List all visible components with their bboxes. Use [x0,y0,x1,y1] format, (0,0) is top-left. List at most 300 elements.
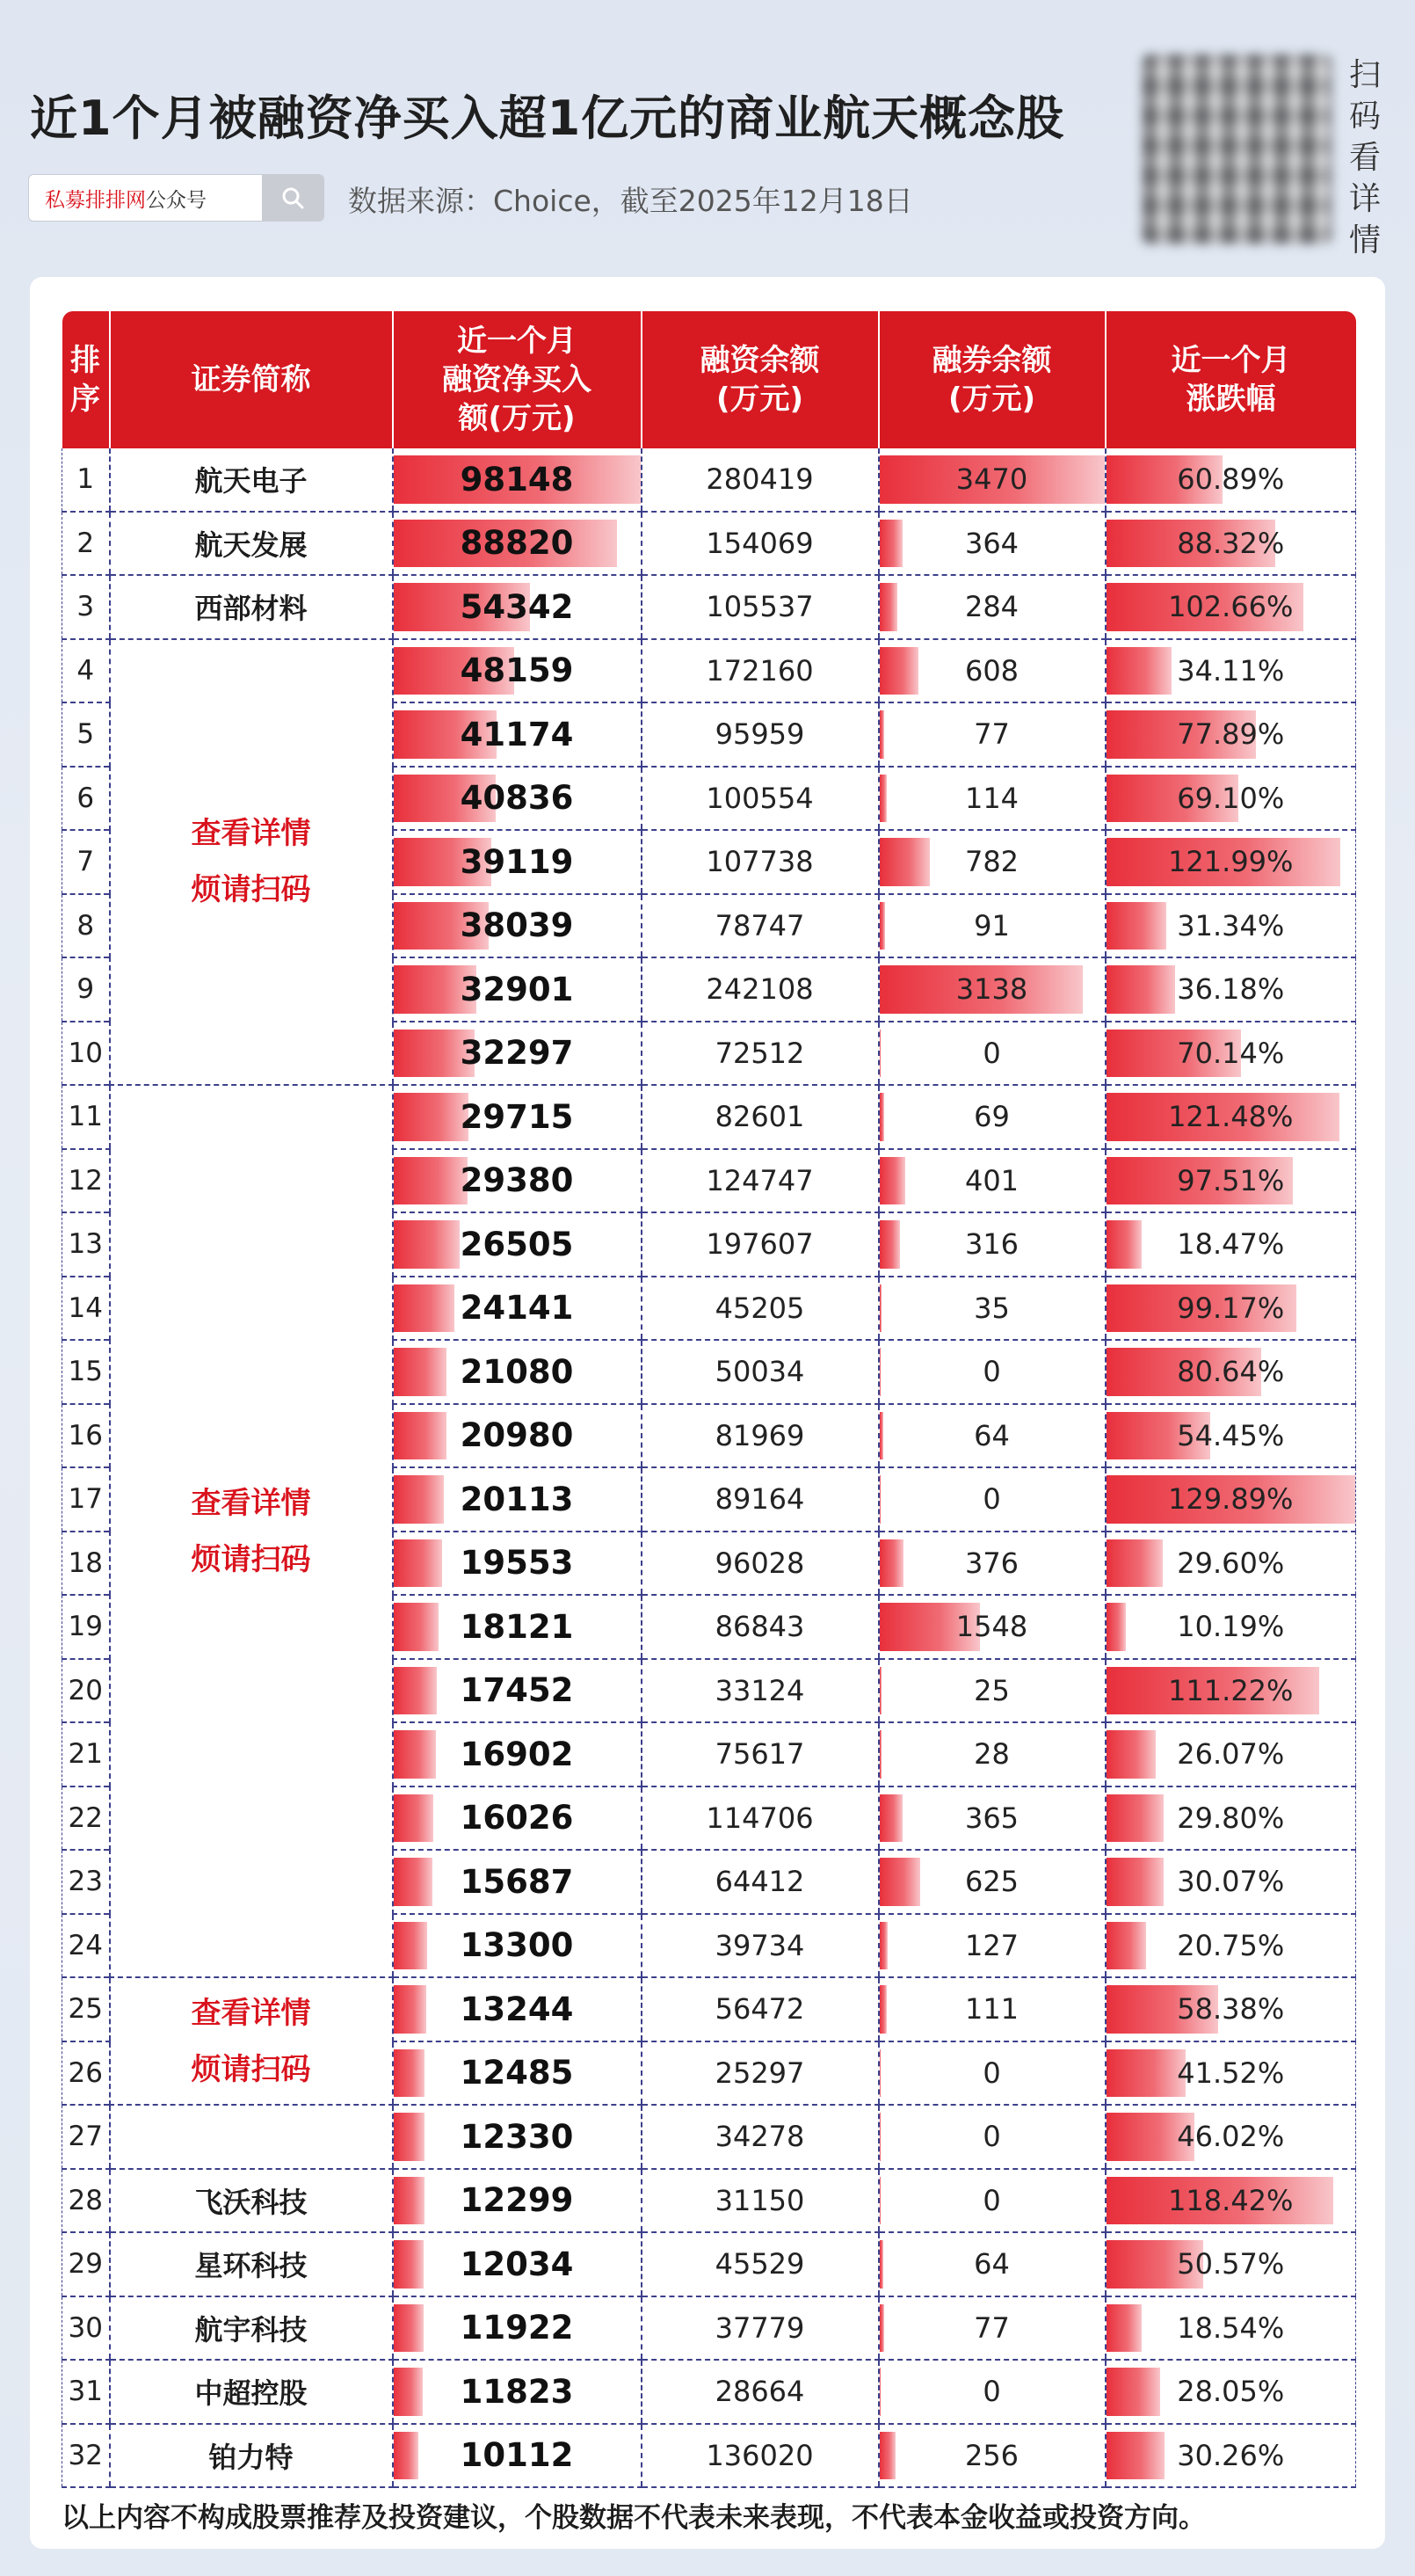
rank-cell: 31 [62,2360,110,2424]
short-balance-cell-bar [880,2304,885,2353]
change-cell [1106,702,1356,767]
rank-cell: 9 [62,957,110,1022]
short-balance-cell-value: 365 [964,1801,1020,1835]
short-balance-cell-bar [880,1157,906,1205]
change-cell [1106,830,1356,894]
stock-name-cell: 飞沃科技 [110,2169,393,2233]
short-balance-cell [879,1850,1106,1914]
net-buy-cell [393,1722,642,1786]
net-buy-cell-bar [394,1284,454,1333]
stock-name-cell: 中超控股 [110,2360,393,2424]
net-buy-cell [393,1595,642,1659]
rank-cell: 19 [62,1595,110,1659]
net-buy-cell-value: 10112 [460,2436,574,2475]
short-balance-cell-value: 0 [983,2056,1001,2090]
search-button[interactable] [262,175,323,221]
financing-balance-cell: 45205 [642,1277,879,1341]
scan-to-view-note: 烦请扫码 [191,2051,311,2087]
short-balance-cell-bar [880,1412,884,1460]
search-icon [279,185,306,211]
change-cell [1106,2360,1356,2424]
table-row [62,2424,1356,2488]
financing-balance-cell: 33124 [642,1659,879,1723]
scan-hint: 扫码看详情 [1348,57,1381,258]
short-balance-cell-value: 77 [974,717,1010,752]
net-buy-cell [393,1212,642,1277]
financing-balance-cell: 45529 [642,2232,879,2296]
short-balance-cell-bar [880,902,886,950]
header-financing [642,311,879,448]
rank-cell: 11 [62,1085,110,1149]
change-cell [1106,448,1356,512]
net-buy-cell-value: 11823 [460,2372,574,2411]
header-change-line: 近一个月 [1171,343,1291,378]
short-balance-cell [879,575,1106,639]
short-balance-cell-value: 3470 [955,462,1028,497]
short-balance-cell-value: 0 [983,2120,1001,2154]
short-balance-cell-bar [880,1730,882,1779]
short-balance-cell-value: 91 [974,908,1010,942]
search-label-suffix: 公众号 [146,188,207,212]
stock-name-cell: 航宇科技 [110,2296,393,2361]
change-cell-value: 46.02% [1177,2120,1285,2154]
net-buy-cell-value: 13244 [460,1990,574,2028]
rank-cell: 6 [62,767,110,831]
change-cell [1106,575,1356,639]
stock-name-cell: 星环科技 [110,2232,393,2296]
change-cell-bar [1107,2432,1165,2480]
net-buy-cell-value: 12330 [460,2117,574,2156]
change-cell [1106,512,1356,576]
financing-balance-cell: 242108 [642,957,879,1022]
net-buy-cell-value: 15687 [460,1862,574,1901]
change-cell-value: 18.54% [1177,2310,1285,2345]
change-cell-value: 18.47% [1177,1227,1285,1262]
short-balance-cell-value: 69 [974,1100,1010,1134]
short-balance-cell-bar [880,2432,896,2480]
short-balance-cell [879,2232,1106,2296]
change-cell-value: 121.48% [1168,1100,1294,1134]
change-cell-value: 10.19% [1177,1610,1285,1644]
scan-to-view-cell[interactable] [110,639,393,1086]
table-row [62,2360,1356,2424]
header-net-buy [393,311,642,448]
stock-name-cell: 西部材料 [110,575,393,639]
financing-balance-cell: 172160 [642,639,879,703]
financing-balance-cell: 100554 [642,767,879,831]
data-source: 数据来源：Choice，截至2025年12月18日 [348,184,913,218]
short-balance-cell-value: 608 [964,653,1020,688]
net-buy-cell-value: 54342 [460,587,574,626]
stock-table [62,311,1356,2488]
short-balance-cell-value: 0 [983,2183,1001,2217]
scan-to-view-cell[interactable] [110,2105,393,2169]
header-short-line: 融券余额 [932,343,1052,378]
net-buy-cell [393,1085,642,1149]
rank-cell: 29 [62,2232,110,2296]
net-buy-cell-bar [394,1922,427,1970]
change-cell [1106,639,1356,703]
financing-balance-cell: 86843 [642,1595,879,1659]
rank-cell: 18 [62,1532,110,1596]
change-cell-value: 29.80% [1177,1801,1285,1835]
rank-cell: 27 [62,2105,110,2169]
change-cell-value: 121.99% [1168,845,1294,879]
net-buy-cell-value: 98148 [460,460,574,498]
table-row [62,1085,1356,1149]
net-buy-cell-bar [394,1539,443,1588]
net-buy-cell-value: 12485 [460,2054,574,2092]
short-balance-cell-bar [880,647,919,695]
short-balance-cell-bar [880,2049,881,2098]
header-name [110,311,393,448]
short-balance-cell-value: 782 [964,845,1020,879]
scan-to-view-note: 烦请扫码 [191,872,311,908]
short-balance-cell-bar [880,1794,903,1843]
financing-balance-cell: 75617 [642,1722,879,1786]
short-balance-cell-bar [880,775,887,823]
short-balance-cell [879,1786,1106,1851]
rank-cell: 32 [62,2424,110,2488]
change-cell-value: 88.32% [1177,526,1285,560]
short-balance-cell-value: 0 [983,1036,1001,1070]
net-buy-cell [393,639,642,703]
change-cell [1106,1085,1356,1149]
change-cell-value: 111.22% [1168,1673,1294,1707]
short-balance-cell-bar [880,1539,904,1588]
financing-balance-cell: 39734 [642,1914,879,1978]
net-buy-cell [393,2232,642,2296]
rank-cell: 10 [62,1022,110,1086]
change-cell-value: 30.26% [1177,2438,1285,2472]
short-balance-cell-value: 64 [974,2247,1010,2281]
net-buy-cell-bar [394,2304,424,2353]
change-cell [1106,1977,1356,2041]
net-buy-cell [393,1467,642,1532]
search-box[interactable] [28,174,324,222]
change-cell-value: 29.60% [1177,1546,1285,1580]
financing-balance-cell: 89164 [642,1467,879,1532]
financing-balance-cell: 78747 [642,894,879,958]
net-buy-cell [393,448,642,512]
financing-balance-cell: 81969 [642,1404,879,1468]
change-cell-bar [1107,965,1176,1014]
short-balance-cell [879,2424,1106,2488]
net-buy-cell-value: 39119 [460,842,574,881]
header-financing-line: 融资余额 [700,343,820,378]
change-cell [1106,894,1356,958]
net-buy-cell-value: 29715 [460,1097,574,1136]
short-balance-cell [879,448,1106,512]
net-buy-cell-value: 40836 [460,779,574,818]
table-row [62,1977,1356,2041]
table-row [62,639,1356,703]
net-buy-cell-bar [394,1730,436,1779]
net-buy-cell [393,830,642,894]
net-buy-cell-value: 13300 [460,1926,574,1965]
net-buy-cell-bar [394,1794,434,1843]
short-balance-cell [879,1022,1106,1086]
change-cell [1106,2169,1356,2233]
net-buy-cell-value: 16902 [460,1735,574,1773]
net-buy-cell-bar [394,1603,439,1651]
rank-cell: 20 [62,1659,110,1723]
search-label [29,184,262,213]
net-buy-cell-bar [394,1858,433,1906]
financing-balance-cell: 50034 [642,1340,879,1404]
short-balance-cell [879,1085,1106,1149]
financing-balance-cell: 280419 [642,448,879,512]
financing-balance-cell: 37779 [642,2296,879,2361]
short-balance-cell-bar [880,1093,884,1141]
net-buy-cell [393,575,642,639]
net-buy-cell-value: 29380 [460,1161,574,1200]
short-balance-cell [879,1277,1106,1341]
financing-balance-cell: 64412 [642,1850,879,1914]
header-change [1106,311,1356,448]
net-buy-cell-value: 20113 [460,1480,574,1518]
scan-to-view-note: 烦请扫码 [191,1541,311,1577]
net-buy-cell-value: 32901 [460,970,574,1008]
change-cell-bar [1107,2049,1186,2098]
change-cell [1106,1850,1356,1914]
table-row [62,448,1356,512]
rank-cell: 5 [62,702,110,767]
table-row [62,512,1356,576]
short-balance-cell [879,1212,1106,1277]
net-buy-cell-value: 32297 [460,1034,574,1073]
net-buy-cell-value: 41174 [460,715,574,753]
net-buy-cell-bar [394,1667,438,1715]
change-cell [1106,1467,1356,1532]
change-cell [1106,1914,1356,1978]
short-balance-cell [879,1595,1106,1659]
table-header [62,311,1356,448]
rank-cell: 1 [62,448,110,512]
short-balance-cell-bar [880,1284,882,1333]
header-rank [62,311,110,448]
financing-balance-cell: 25297 [642,2041,879,2106]
change-cell-value: 58.38% [1177,1992,1285,2027]
rank-cell: 14 [62,1277,110,1341]
net-buy-cell-value: 88820 [460,524,574,563]
rank-cell: 26 [62,2041,110,2106]
short-balance-cell-value: 256 [964,2438,1020,2472]
change-cell [1106,1659,1356,1723]
rank-cell: 21 [62,1722,110,1786]
rank-cell: 4 [62,639,110,703]
net-buy-cell-bar [394,1157,468,1205]
short-balance-cell-bar [880,838,931,886]
scan-to-view-note: 查看详情 [191,1485,311,1521]
short-balance-cell-bar [880,1985,887,2034]
net-buy-cell [393,2424,642,2488]
change-cell-value: 20.75% [1177,1928,1285,1962]
change-cell [1106,1595,1356,1659]
net-buy-cell [393,1532,642,1596]
financing-balance-cell: 107738 [642,830,879,894]
rank-cell: 30 [62,2296,110,2361]
short-balance-cell-value: 376 [964,1546,1020,1580]
change-cell-bar [1107,1794,1164,1843]
short-balance-cell-value: 35 [974,1291,1010,1325]
change-cell [1106,1022,1356,1086]
change-cell [1106,2232,1356,2296]
stock-name-cell: 航天电子 [110,448,393,512]
financing-balance-cell: 34278 [642,2105,879,2169]
financing-balance-cell: 28664 [642,2360,879,2424]
change-cell [1106,2424,1356,2488]
short-balance-cell [879,702,1106,767]
net-buy-cell-value: 18121 [460,1607,574,1646]
header-net-buy-line: 融资净买入 [442,362,591,397]
financing-balance-cell: 31150 [642,2169,879,2233]
net-buy-cell [393,767,642,831]
short-balance-cell [879,1149,1106,1213]
short-balance-cell-bar [880,710,885,759]
net-buy-cell-value: 21080 [460,1352,574,1391]
net-buy-cell-value: 20980 [460,1416,574,1455]
scan-to-view-cell[interactable] [110,1977,393,2105]
financing-balance-cell: 114706 [642,1786,879,1851]
rank-cell: 28 [62,2169,110,2233]
change-cell [1106,1340,1356,1404]
net-buy-cell [393,894,642,958]
table-row [62,575,1356,639]
change-cell [1106,767,1356,831]
net-buy-cell-bar [394,2113,424,2161]
short-balance-cell-value: 111 [964,1992,1020,2027]
short-balance-cell-value: 364 [964,526,1020,560]
change-cell [1106,1786,1356,1851]
header-name-line: 证券简称 [191,362,311,397]
change-cell-value: 97.51% [1177,1163,1285,1197]
change-cell [1106,1404,1356,1468]
net-buy-cell-value: 12299 [460,2181,574,2220]
net-buy-cell-value: 48159 [460,651,574,690]
change-cell-value: 30.07% [1177,1865,1285,1899]
header-short-line: (万元) [947,382,1036,417]
short-balance-cell [879,1722,1106,1786]
financing-balance-cell: 136020 [642,2424,879,2488]
change-cell [1106,1277,1356,1341]
short-balance-cell [879,2041,1106,2106]
net-buy-cell [393,1914,642,1978]
net-buy-cell-bar [394,1985,427,2034]
change-cell [1106,1532,1356,1596]
rank-cell: 22 [62,1786,110,1851]
rank-cell: 3 [62,575,110,639]
table-row [62,2105,1356,2169]
change-cell [1106,957,1356,1022]
net-buy-cell-value: 24141 [460,1289,574,1328]
table-row [62,2296,1356,2361]
change-cell-bar [1107,1858,1165,1906]
net-buy-cell-bar [394,2049,425,2098]
net-buy-cell [393,1850,642,1914]
short-balance-cell-value: 0 [983,2375,1001,2409]
net-buy-cell-value: 11922 [460,2309,574,2347]
rank-cell: 23 [62,1850,110,1914]
short-balance-cell [879,2105,1106,2169]
financing-balance-cell: 197607 [642,1212,879,1277]
change-cell [1106,1212,1356,1277]
short-balance-cell-value: 625 [964,1865,1020,1899]
net-buy-cell [393,1277,642,1341]
net-buy-cell-bar [394,1412,446,1460]
header-short [879,311,1106,448]
change-cell-value: 77.89% [1177,717,1285,752]
net-buy-cell [393,1149,642,1213]
net-buy-cell-value: 12034 [460,2245,574,2283]
change-cell-value: 80.64% [1177,1355,1285,1389]
net-buy-cell-bar [394,2240,424,2289]
change-cell-bar [1107,1603,1126,1651]
net-buy-cell [393,1404,642,1468]
table-row [62,2232,1356,2296]
change-cell-bar [1107,647,1172,695]
change-cell-value: 34.11% [1177,653,1285,688]
change-cell-value: 70.14% [1177,1036,1285,1070]
short-balance-cell-bar [880,1220,900,1269]
rank-cell: 24 [62,1914,110,1978]
rank-cell: 8 [62,894,110,958]
net-buy-cell [393,1340,642,1404]
short-balance-cell [879,1914,1106,1978]
change-cell [1106,2105,1356,2169]
change-cell [1106,1722,1356,1786]
short-balance-cell-bar [880,2240,884,2289]
short-balance-cell [879,2360,1106,2424]
stock-name-cell: 铂力特 [110,2424,393,2488]
net-buy-cell-bar [394,2368,424,2416]
short-balance-cell-bar [880,2113,881,2161]
net-buy-cell-value: 17452 [460,1671,574,1710]
short-balance-cell-bar [880,1667,882,1715]
change-cell-value: 36.18% [1177,972,1285,1007]
page-title: 近1个月被融资净买入超1亿元的商业航天概念股 [30,91,1065,146]
financing-balance-cell: 124747 [642,1149,879,1213]
short-balance-cell-bar [880,1030,881,1078]
change-cell-bar [1107,1730,1157,1779]
short-balance-cell [879,957,1106,1022]
rank-cell: 15 [62,1340,110,1404]
change-cell-value: 50.57% [1177,2247,1285,2281]
net-buy-cell [393,1659,642,1723]
net-buy-cell [393,2169,642,2233]
header-rank-line: 序 [70,382,100,417]
rank-cell: 13 [62,1212,110,1277]
short-balance-cell [879,2169,1106,2233]
short-balance-cell-bar [880,1475,881,1524]
short-balance-cell [879,1467,1106,1532]
net-buy-cell [393,2360,642,2424]
short-balance-cell-value: 3138 [955,972,1028,1007]
short-balance-cell-value: 114 [964,781,1020,815]
net-buy-cell-bar [394,2177,424,2225]
change-cell-value: 60.89% [1177,462,1285,497]
short-balance-cell [879,2296,1106,2361]
net-buy-cell-value: 16026 [460,1799,574,1837]
scan-to-view-cell[interactable] [110,1085,393,1977]
net-buy-cell-bar [394,1093,468,1141]
short-balance-cell [879,1977,1106,2041]
financing-balance-cell: 154069 [642,512,879,576]
change-cell-value: 118.42% [1168,2183,1294,2217]
change-cell-value: 69.10% [1177,781,1285,815]
net-buy-cell-bar [394,1348,446,1396]
change-cell-value: 28.05% [1177,2375,1285,2409]
